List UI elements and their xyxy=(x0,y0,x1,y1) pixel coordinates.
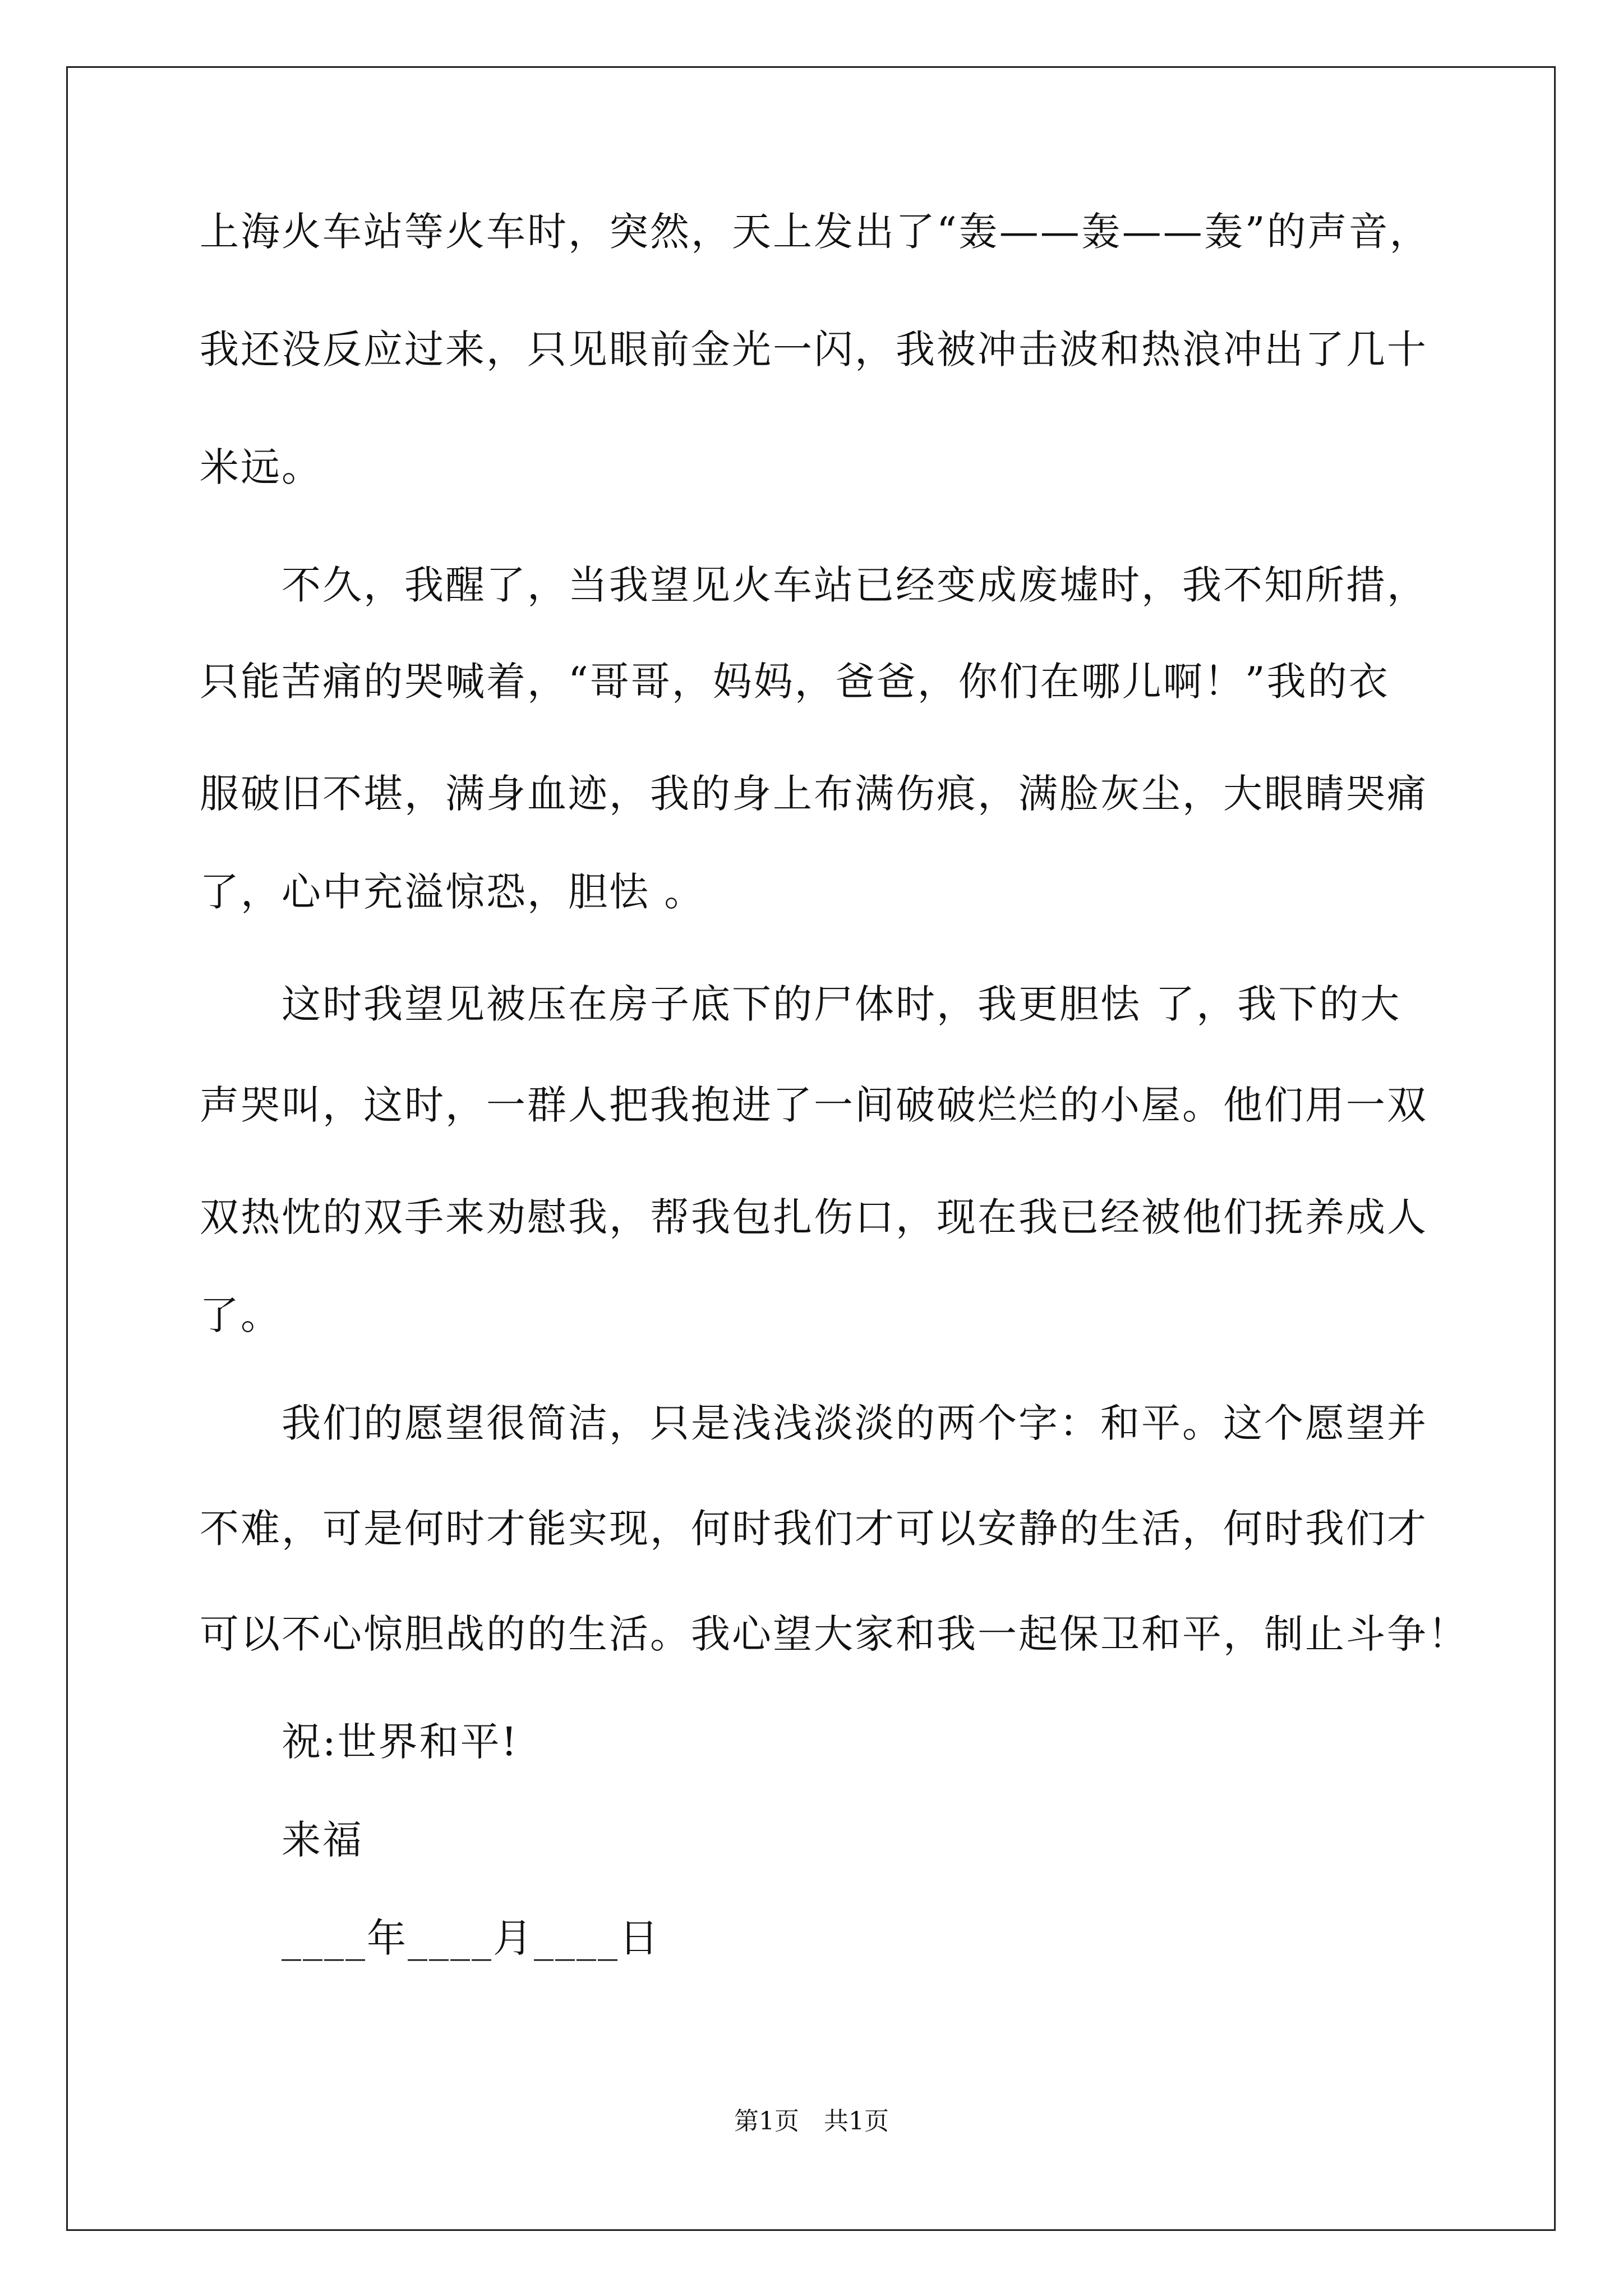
body-line-10: 双热忱的双手来劝慰我，帮我包扎伤口，现在我已经被他们抚养成人 xyxy=(200,1194,1428,1240)
page-footer: 第1页 共1页 xyxy=(734,2107,889,2136)
body-line-13: 不难，可是何时才能实现，何时我们才可以安静的生活，何时我们才 xyxy=(200,1506,1428,1552)
body-line-6: 服破旧不堪，满身血迹，我的身上布满伤痕，满脸灰尘，大眼睛哭痛 xyxy=(200,771,1428,817)
body-line-11: 了。 xyxy=(200,1292,282,1338)
body-line-5: 只能苦痛的哭喊着，“哥哥，妈妈，爸爸，你们在哪儿啊！”我的衣 xyxy=(200,659,1390,705)
body-line-2: 我还没反应过来，只见眼前金光一闪，我被冲击波和热浪冲出了几十 xyxy=(200,326,1428,372)
body-line-3: 米远。 xyxy=(200,444,322,490)
body-line-4: 不久，我醒了，当我望见火车站已经变成废墟时，我不知所措， xyxy=(282,562,1428,608)
body-line-12: 我们的愿望很简洁，只是浅浅淡淡的两个字：和平。这个愿望并 xyxy=(282,1400,1428,1446)
greeting-line: 祝:世界和平! xyxy=(282,1719,519,1765)
body-line-7: 了，心中充溢惊恐，胆怯 。 xyxy=(200,869,706,915)
date-line: ____年____月____日 xyxy=(282,1915,660,1961)
body-line-1: 上海火车站等火车时，突然，天上发出了“轰——轰——轰”的声音， xyxy=(200,209,1431,255)
signature-name: 来福 xyxy=(282,1817,363,1863)
page-border xyxy=(66,66,1556,2231)
body-line-9: 声哭叫，这时，一群人把我抱进了一间破破烂烂的小屋。他们用一双 xyxy=(200,1082,1428,1128)
body-line-14: 可以不心惊胆战的的生活。我心望大家和我一起保卫和平，制止斗争！ xyxy=(200,1611,1469,1657)
body-line-8: 这时我望见被压在房子底下的尸体时，我更胆怯 了，我下的大 xyxy=(282,981,1401,1027)
